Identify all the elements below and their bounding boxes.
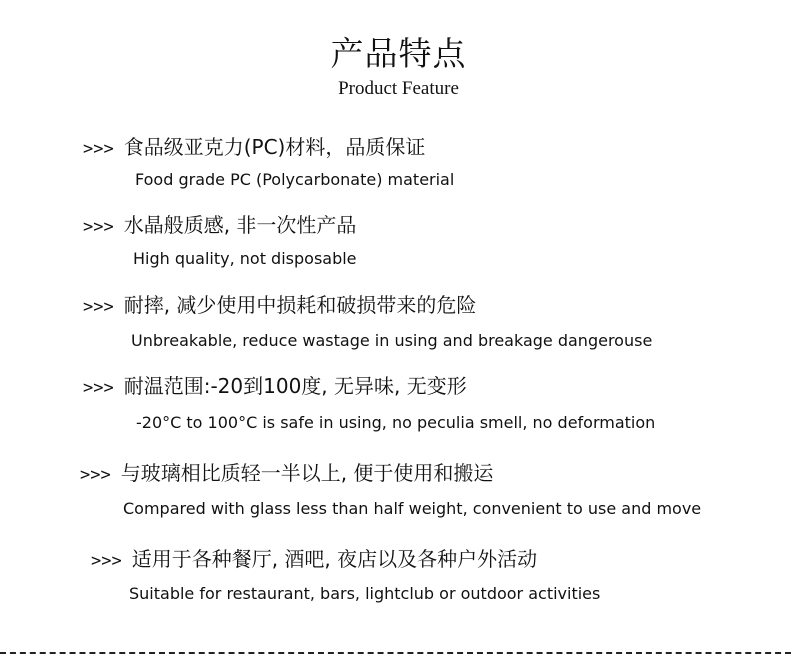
- arrow-marker-icon: >>>: [83, 139, 114, 159]
- feature-5-title-en: Compared with glass less than half weight, convenient to use and move: [123, 499, 702, 518]
- feature-6-title-zh: 适用于各种餐厅, 酒吧, 夜店以及各种户外活动: [131, 547, 538, 571]
- arrow-marker-icon: >>>: [91, 551, 122, 571]
- feature-5-title-zh: 与玻璃相比质轻一半以上, 便于使用和搬运: [120, 461, 494, 485]
- feature-1-zh-row: [83, 135, 425, 161]
- page-title: 产品特点: [330, 34, 467, 73]
- feature-3-title-en: Unbreakable, reduce wastage in using and breakage dangerouse: [131, 331, 653, 350]
- arrow-marker-icon: >>>: [80, 465, 111, 485]
- arrow-marker-icon: >>>: [83, 378, 114, 398]
- feature-1-title-en: Food grade PC (Polycarbonate) material: [135, 170, 455, 189]
- feature-4-zh-row: [83, 374, 467, 400]
- feature-3-zh-row: [83, 293, 476, 319]
- feature-6-title-en: Suitable for restaurant, bars, lightclub or outdoor activities: [129, 584, 601, 603]
- arrow-marker-icon: >>>: [83, 297, 114, 317]
- arrow-marker-icon: >>>: [83, 217, 114, 237]
- feature-1-title-zh: 食品级亚克力(PC)材料，品质保证: [123, 135, 426, 159]
- feature-4-title-en: -20°C to 100°C is safe in using, no peculia smell, no deformation: [136, 413, 656, 432]
- feature-3-title-zh: 耐摔, 减少使用中损耗和破损带来的危险: [123, 293, 477, 317]
- feature-5-zh-row: [80, 461, 493, 487]
- feature-6-zh-row: [91, 547, 537, 573]
- feature-2-title-zh: 水晶般质感, 非一次性产品: [123, 213, 357, 237]
- feature-4-title-zh: 耐温范围:-20到100度, 无异味, 无变形: [123, 374, 467, 398]
- footer-divider: [0, 652, 791, 654]
- feature-2-zh-row: [83, 213, 356, 239]
- feature-2-title-en: High quality, not disposable: [133, 249, 357, 268]
- page-subtitle: Product Feature: [338, 78, 459, 99]
